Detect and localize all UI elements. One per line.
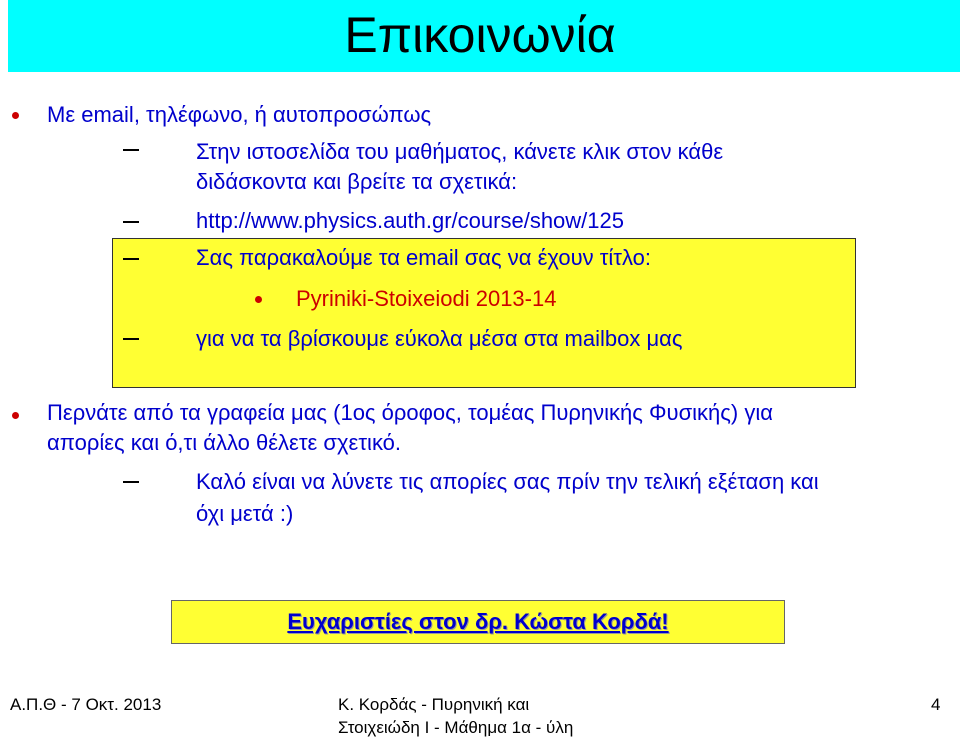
exam-advice-line1: Καλό είναι να λύνετε τις απορίες σας πρίν την τελική εξέταση και [196,469,819,494]
exam-advice-line2: όχι μετά :) [196,501,294,526]
footer-date: Α.Π.Θ - 7 Οκτ. 2013 [10,695,162,714]
dash-icon [123,258,139,260]
office-visit-line1: Περνάτε από τα γραφεία μας (1ος όροφος, τομέας Πυρηνικής Φυσικής) για [47,400,773,425]
dash-icon [123,149,139,151]
dash-icon [123,481,139,483]
thanks-text: Ευχαριστίες στον δρ. Κώστα Κορδά! [287,609,669,634]
page-number: 4 [931,695,941,714]
bullet-contact-methods: Με email, τηλέφωνο, ή αυτοπροσώπως [47,102,432,127]
website-instructions-line2: διδάσκοντα και βρείτε τα σχετικά: [196,169,518,194]
mailbox-reason: για να τα βρίσκουμε εύκολα μέσα στα mailbox μας [196,326,683,351]
dash-icon [123,338,139,340]
bullet-icon [12,412,19,419]
slide-title: Επικοινωνία [344,7,616,63]
bullet-icon [255,296,262,303]
footer-course-line1: Κ. Κορδάς - Πυρηνική και [338,695,530,714]
bullet-icon [12,112,19,119]
email-subject-value: Pyriniki-Stoixeiodi 2013-14 [296,286,557,311]
office-visit-line2: απορίες και ό,τι άλλο θέλετε σχετικό. [47,430,402,455]
footer-course-line2: Στοιχειώδη Ι - Μάθημα 1α - ύλη [338,718,574,737]
dash-icon [123,221,139,223]
website-instructions-line1: Στην ιστοσελίδα του μαθήματος, κάνετε κλικ στον κάθε [196,139,724,164]
email-subject-request: Σας παρακαλούμε τα email σας να έχουν τίτλο: [196,245,651,270]
course-url: http://www.physics.auth.gr/course/show/125 [196,208,624,233]
